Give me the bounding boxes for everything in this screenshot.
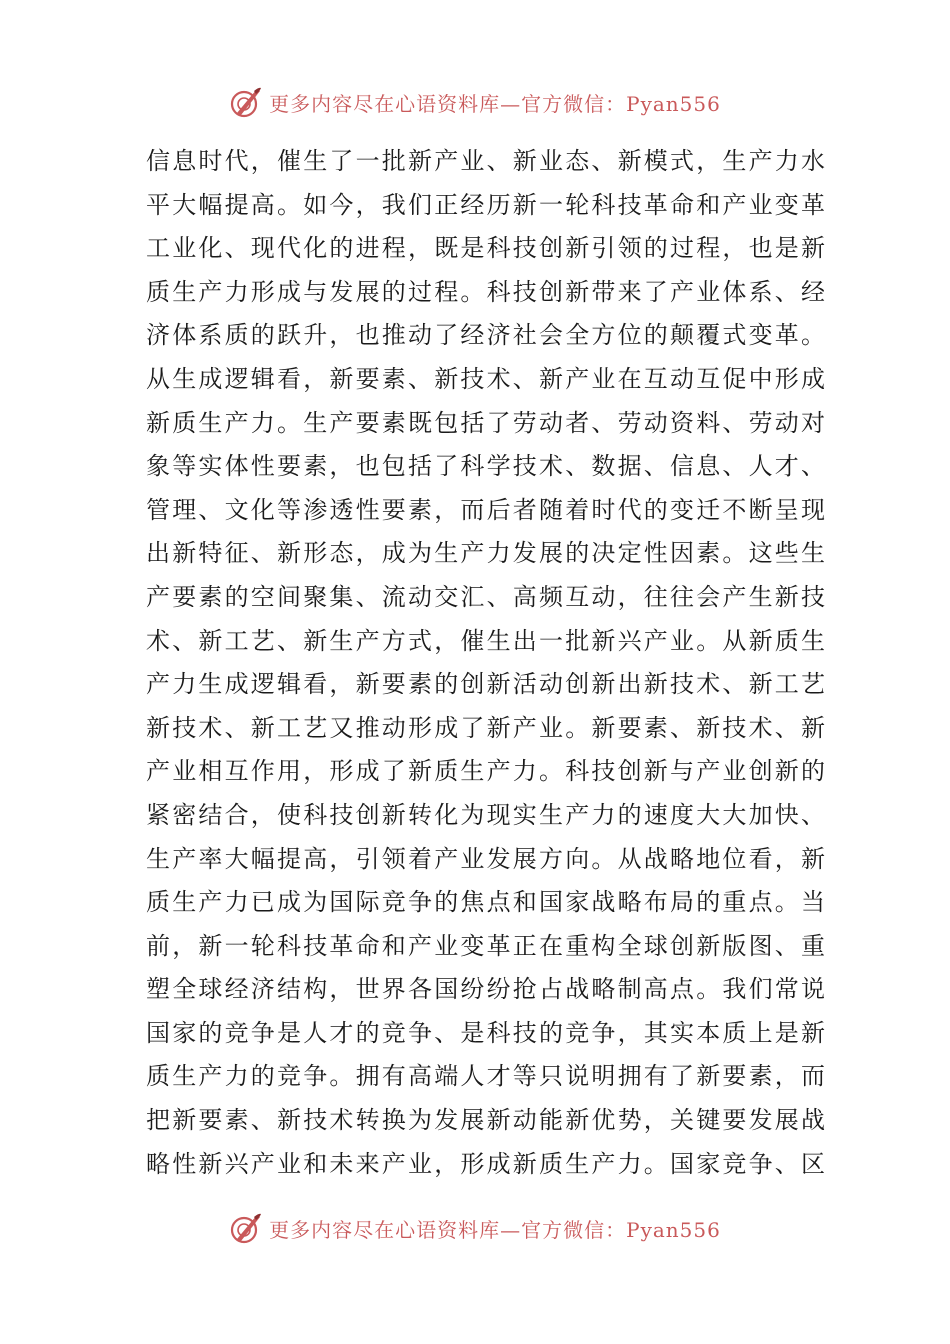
- text-line: 国家的竞争是人才的竞争、是科技的竞争，其实本质上是新: [146, 1018, 828, 1047]
- text-line: 产要素的空间聚集、流动交汇、高频互动，往往会产生新技: [146, 582, 828, 611]
- quill-pen-icon: [229, 1211, 263, 1245]
- text-line: 济体系质的跃升，也推动了经济社会全方位的颠覆式变革。: [146, 321, 828, 350]
- text-line: 信息时代，催生了一批新产业、新业态、新模式，生产力水: [146, 147, 828, 175]
- document-body: [146, 140, 828, 1186]
- text-line: 平大幅提高。如今，我们正经历新一轮科技革命和产业变革: [146, 190, 828, 219]
- text-line: 质生产力已成为国际竞争的焦点和国家战略布局的重点。当: [146, 888, 828, 917]
- text-line: 产力生成逻辑看，新要素的创新活动创新出新技术、新工艺: [146, 670, 828, 699]
- text-line: 生产率大幅提高，引领着产业发展方向。从战略地位看，新: [146, 844, 828, 873]
- text-line: 产业相互作用，形成了新质生产力。科技创新与产业创新的: [146, 757, 828, 786]
- text-line: 塑全球经济结构，世界各国纷纷抢占战略制高点。我们常说: [146, 975, 828, 1004]
- text-line: 出新特征、新形态，成为生产力发展的决定性因素。这些生: [146, 539, 828, 568]
- text-line: 工业化、现代化的进程，既是科技创新引领的过程，也是新: [146, 234, 828, 263]
- text-line: 前，新一轮科技革命和产业变革正在重构全球创新版图、重: [146, 931, 828, 960]
- text-line: 质生产力形成与发展的过程。科技创新带来了产业体系、经: [146, 277, 828, 306]
- footer-banner: [0, 1210, 950, 1246]
- header-banner: [0, 84, 950, 120]
- text-line: 紧密结合，使科技创新转化为现实生产力的速度大大加快、: [146, 800, 828, 829]
- header-banner-text: 更多内容尽在心语资料库—官方微信：Pyan556: [269, 91, 721, 116]
- text-line: 质生产力的竞争。拥有高端人才等只说明拥有了新要素，而: [146, 1062, 828, 1091]
- text-line: 略性新兴产业和未来产业，形成新质生产力。国家竞争、区: [146, 1149, 828, 1178]
- text-line: 把新要素、新技术转换为发展新动能新优势，关键要发展战: [146, 1106, 828, 1135]
- text-line: 新技术、新工艺又推动形成了新产业。新要素、新技术、新: [146, 713, 828, 742]
- text-line: 管理、文化等渗透性要素，而后者随着时代的变迁不断呈现: [146, 495, 828, 524]
- text-line: 从生成逻辑看，新要素、新技术、新产业在互动互促中形成: [146, 364, 828, 393]
- text-line: 术、新工艺、新生产方式，催生出一批新兴产业。从新质生: [146, 626, 828, 655]
- footer-banner-text: 更多内容尽在心语资料库—官方微信：Pyan556: [269, 1217, 721, 1242]
- text-line: 象等实体性要素，也包括了科学技术、数据、信息、人才、: [146, 452, 828, 481]
- quill-pen-icon: [229, 85, 263, 119]
- text-line: 新质生产力。生产要素既包括了劳动者、劳动资料、劳动对: [146, 408, 828, 437]
